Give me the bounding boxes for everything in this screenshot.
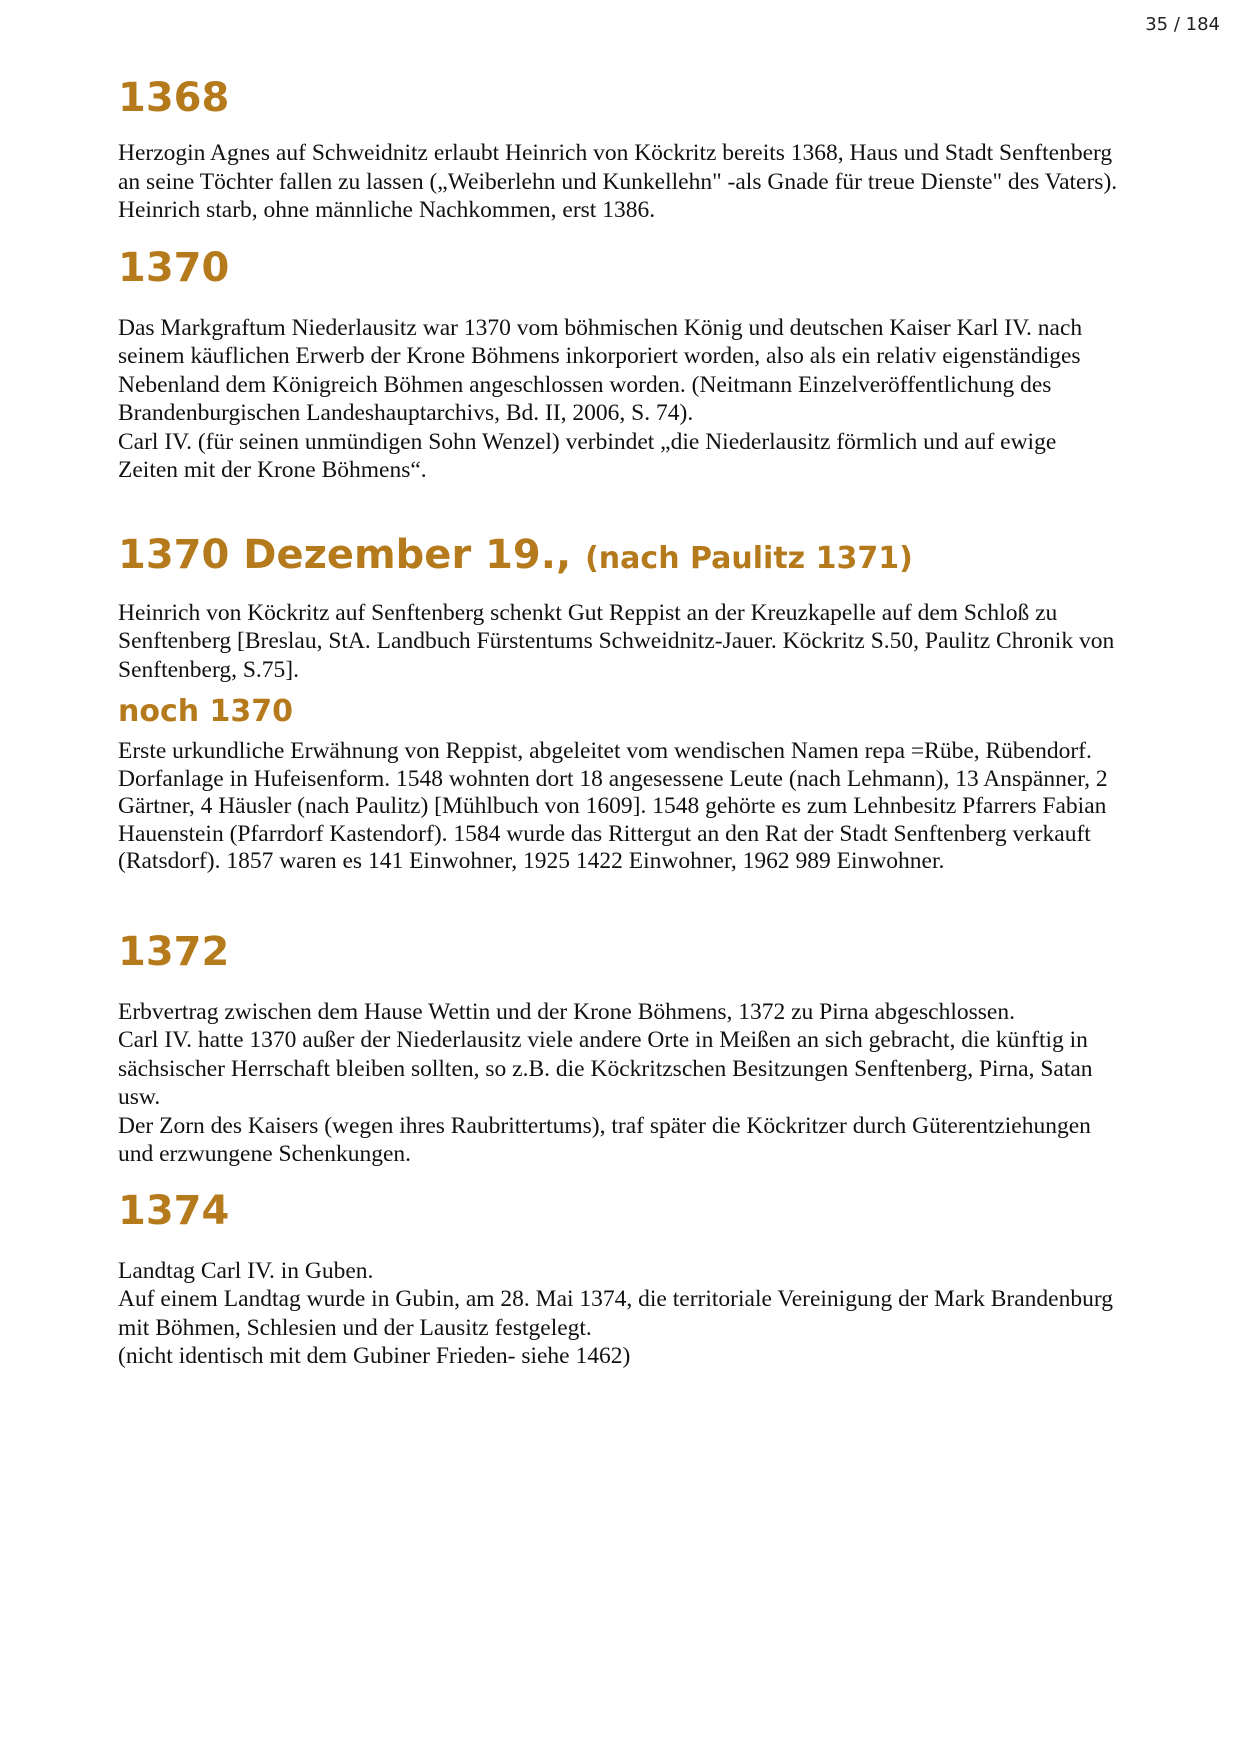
text-line: Carl IV. hatte 1370 außer der Niederlausitz viele andere Orte in Meißen an sich gebracht, die künftig in xyxy=(118,1027,1088,1054)
text-line: Hauenstein (Pfarrdorf Kastendorf). 1584 wurde das Rittergut an den Rat der Stadt Senftenberg verkauft xyxy=(118,820,1091,847)
text-line: (Ratsdorf). 1857 waren es 141 Einwohner, 1925 1422 Einwohner, 1962 989 Einwohner. xyxy=(118,848,945,875)
section-text-1368 xyxy=(118,139,1178,225)
text-line: Das Markgraftum Niederlausitz war 1370 vom böhmischen König und deutschen Kaiser Karl IV. nach xyxy=(118,314,1083,341)
text-line: Erste urkundliche Erwähnung von Reppist, abgeleitet vom wendischen Namen repa =Rübe, Rübendorf. xyxy=(118,738,1092,764)
text-line: usw. xyxy=(118,1084,161,1111)
text-line: Senftenberg, S.75]. xyxy=(118,656,300,683)
section-text-1370 xyxy=(118,314,1178,485)
section-heading-1370: 1370 xyxy=(118,244,230,291)
section-text-1372 xyxy=(118,998,1178,1169)
text-line: Gärtner, 4 Häusler (nach Paulitz) [Mühlbuch von 1609]. 1548 gehörte es zum Lehnbesitz Pfarrers Fabian xyxy=(118,793,1107,820)
text-line: mit Böhmen, Schlesien und der Lausitz festgelegt. xyxy=(118,1314,592,1341)
text-line: Carl IV. (für seinen unmündigen Sohn Wenzel) verbindet „die Niederlausitz förmlich und auf ewige xyxy=(118,428,1057,455)
text-line: Senftenberg [Breslau, StA. Landbuch Fürstentums Schweidnitz-Jauer. Köckritz S.50, Paulitz Chronik von xyxy=(118,628,1115,654)
text-line: (nicht identisch mit dem Gubiner Frieden- siehe 1462) xyxy=(118,1343,631,1370)
text-line: an seine Töchter fallen zu lassen („Weiberlehn und Kunkellehn" -als Gnade für treue Dienste" des Vaters). xyxy=(118,168,1118,195)
text-line: Nebenland dem Königreich Böhmen angeschlossen worden. (Neitmann Einzelveröffentlichung des xyxy=(118,371,1052,398)
text-line: Brandenburgischen Landeshauptarchivs, Bd. II, 2006, S. 74). xyxy=(118,400,694,426)
heading-subtitle: (nach Paulitz 1371) xyxy=(585,540,913,576)
section-text-1370-dezember xyxy=(118,599,1178,685)
text-line: Dorfanlage in Hufeisenform. 1548 wohnten dort 18 angesessene Leute (nach Lehmann), 13 Anspänner, 2 xyxy=(118,765,1108,792)
section-text-1374 xyxy=(118,1257,1178,1371)
text-line: und erzwungene Schenkungen. xyxy=(118,1141,412,1168)
text-line: Zeiten mit der Krone Böhmens“. xyxy=(118,457,427,483)
text-line: Auf einem Landtag wurde in Gubin, am 28. Mai 1374, die territoriale Vereinigung der Mark Brandenburg xyxy=(118,1286,1114,1313)
text-line: Der Zorn des Kaisers (wegen ihres Raubrittertums), traf später die Köckritzer durch Güterentziehungen xyxy=(118,1112,1091,1139)
text-line: Herzogin Agnes auf Schweidnitz erlaubt Heinrich von Köckritz bereits 1368, Haus und Stadt Senftenberg xyxy=(118,140,1113,166)
section-heading-1370-dezember xyxy=(118,531,1178,583)
section-heading-1374: 1374 xyxy=(118,1187,230,1234)
section-heading-1372: 1372 xyxy=(118,928,230,975)
text-line: Heinrich von Köckritz auf Senftenberg schenkt Gut Reppist an der Kreuzkapelle auf dem Schloß zu xyxy=(118,599,1058,626)
text-line: Erbvertrag zwischen dem Hause Wettin und der Krone Böhmens, 1372 zu Pirna abgeschlossen. xyxy=(118,998,1015,1025)
section-heading-1368: 1368 xyxy=(118,75,230,121)
section-heading-noch-1370: noch 1370 xyxy=(118,694,294,729)
document-body xyxy=(118,74,1178,1371)
text-line: sächsischer Herrschaft bleiben sollten, so z.B. die Köckritzschen Besitzungen Senftenberg, Pirna, Satan xyxy=(118,1055,1093,1082)
text-line: seinem käuflichen Erwerb der Krone Böhmens inkorporiert worden, also als ein relativ eigenständiges xyxy=(118,343,1081,369)
section-text-noch-1370 xyxy=(118,738,1178,876)
text-line: Landtag Carl IV. in Guben. xyxy=(118,1257,374,1284)
text-line: Heinrich starb, ohne männliche Nachkommen, erst 1386. xyxy=(118,197,656,223)
heading-main: 1370 Dezember 19., xyxy=(118,531,572,578)
page-number: 35 / 184 xyxy=(1145,14,1220,35)
